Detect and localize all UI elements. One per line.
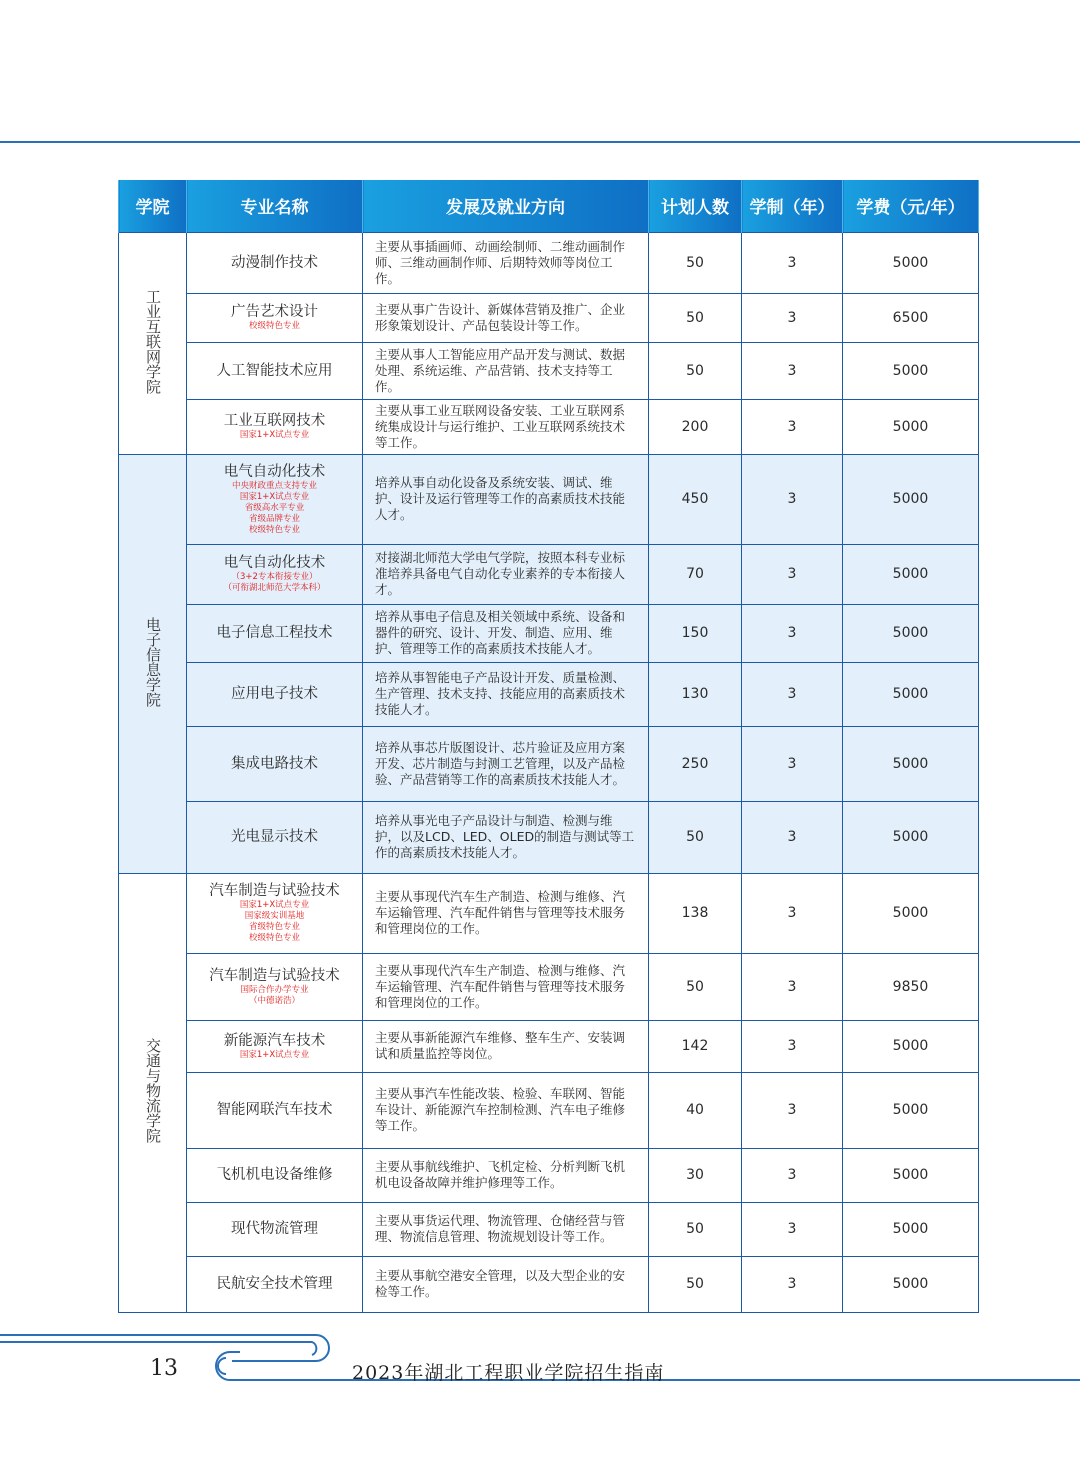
fee-cell: 5000	[843, 232, 979, 293]
top-divider-line	[0, 141, 1080, 143]
plan-cell: 30	[649, 1148, 742, 1202]
plan-cell: 130	[649, 662, 742, 726]
fee-cell: 5000	[843, 726, 979, 801]
table-row	[119, 953, 979, 1020]
plan-cell: 50	[649, 293, 742, 342]
direction-cell: 主要从事插画师、动画绘制师、二维动画制作师、三维动画制作师、后期特效师等岗位工作。	[363, 232, 649, 293]
major-tag: 国家1+X试点专业	[239, 1049, 310, 1060]
major-name: 工业互联网技术	[223, 413, 326, 430]
direction-cell: 主要从事航线维护、飞机定检、分析判断飞机机电设备故障并维护修理等工作。	[363, 1148, 649, 1202]
major-name: 电气自动化技术	[223, 463, 326, 480]
major-tag: 省级特色专业	[248, 922, 300, 933]
table-row	[119, 1148, 979, 1202]
table-row	[119, 544, 979, 604]
direction-cell: 主要从事航空港安全管理，以及大型企业的安检等工作。	[363, 1256, 649, 1312]
major-tag: 国家1+X试点专业	[239, 900, 310, 911]
major-cell	[187, 1020, 363, 1072]
direction-cell: 培养从事自动化设备及系统安装、调试、维护、设计及运行管理等工作的高素质技术技能人才。	[363, 454, 649, 544]
fee-cell: 9850	[843, 953, 979, 1020]
table-row	[119, 1256, 979, 1312]
direction-cell: 对接湖北师范大学电气学院，按照本科专业标准培养具备电气自动化专业素养的专本衔接人才。	[363, 544, 649, 604]
table-row	[119, 604, 979, 662]
major-name: 汽车制造与试验技术	[209, 883, 340, 900]
plan-cell: 250	[649, 726, 742, 801]
plan-cell: 50	[649, 1202, 742, 1256]
college-name: 工业互联网学院	[144, 288, 162, 394]
fee-cell: 5000	[843, 662, 979, 726]
fee-cell: 5000	[843, 1202, 979, 1256]
college-group-electronic-info	[119, 454, 979, 873]
college-cell	[119, 873, 187, 1312]
direction-cell: 主要从事人工智能应用产品开发与测试、数据处理、系统运维、产品营销、技术支持等工作。	[363, 342, 649, 399]
fee-cell: 5000	[843, 1148, 979, 1202]
table-row	[119, 1020, 979, 1072]
fee-cell: 5000	[843, 801, 979, 873]
direction-cell: 主要从事新能源汽车维修、整车生产、安装调试和质量监控等岗位。	[363, 1020, 649, 1072]
plan-cell: 142	[649, 1020, 742, 1072]
major-name: 光电显示技术	[231, 829, 318, 846]
major-tag: 中央财政重点支持专业	[231, 480, 317, 491]
major-tag: （3+2专本衔接专业）	[231, 572, 318, 583]
table-header-row	[119, 180, 979, 232]
years-cell: 3	[742, 1202, 843, 1256]
direction-cell: 主要从事现代汽车生产制造、检测与维修、汽车运输管理、汽车配件销售与管理等技术服务和管理岗位的工作。	[363, 873, 649, 953]
years-cell: 3	[742, 953, 843, 1020]
table-row	[119, 873, 979, 953]
direction-cell: 主要从事现代汽车生产制造、检测与维修、汽车运输管理、汽车配件销售与管理等技术服务和管理岗位的工作。	[363, 953, 649, 1020]
major-cell	[187, 342, 363, 399]
fee-cell: 5000	[843, 342, 979, 399]
major-cell	[187, 399, 363, 454]
direction-cell: 主要从事广告设计、新媒体营销及推广、企业形象策划设计、产品包装设计等工作。	[363, 293, 649, 342]
major-cell	[187, 604, 363, 662]
college-name: 交通与物流学院	[144, 1038, 162, 1144]
major-cell	[187, 1072, 363, 1148]
plan-cell: 50	[649, 801, 742, 873]
table-row	[119, 726, 979, 801]
major-tag: 校级特色专业	[248, 933, 300, 944]
years-cell: 3	[742, 604, 843, 662]
major-name: 现代物流管理	[231, 1221, 318, 1238]
major-tag: 国家1+X试点专业	[239, 430, 310, 441]
direction-cell: 培养从事电子信息及相关领域中系统、设备和器件的研究、设计、开发、制造、应用、维护、管理等工作的高素质技术技能人才。	[363, 604, 649, 662]
major-cell	[187, 544, 363, 604]
years-cell: 3	[742, 1256, 843, 1312]
enrollment-table	[118, 180, 979, 1313]
table-row	[119, 1072, 979, 1148]
table-row	[119, 662, 979, 726]
plan-cell: 50	[649, 342, 742, 399]
direction-cell: 主要从事货运代理、物流管理、仓储经营与管理、物流信息管理、物流规划设计等工作。	[363, 1202, 649, 1256]
table-row	[119, 801, 979, 873]
college-group-transport-logistics	[119, 873, 979, 1312]
years-cell: 3	[742, 342, 843, 399]
major-name: 飞机机电设备维修	[216, 1167, 333, 1184]
college-cell	[119, 232, 187, 454]
header-plan: 计划人数	[649, 180, 742, 232]
years-cell: 3	[742, 454, 843, 544]
major-name: 电子信息工程技术	[216, 625, 333, 642]
major-tag: 国家1+X试点专业	[239, 491, 310, 502]
fee-cell: 6500	[843, 293, 979, 342]
header-direction: 发展及就业方向	[363, 180, 649, 232]
major-cell	[187, 662, 363, 726]
years-cell: 3	[742, 1148, 843, 1202]
major-cell	[187, 293, 363, 342]
major-cell	[187, 873, 363, 953]
major-tag: 省级品牌专业	[248, 513, 300, 524]
direction-cell: 主要从事汽车性能改装、检验、车联网、智能车设计、新能源汽车控制检测、汽车电子维修等工作。	[363, 1072, 649, 1148]
major-cell	[187, 454, 363, 544]
major-tag: 校级特色专业	[248, 321, 300, 332]
fee-cell: 5000	[843, 544, 979, 604]
major-name: 电气自动化技术	[223, 555, 326, 572]
major-name: 动漫制作技术	[231, 254, 318, 271]
table-row	[119, 454, 979, 544]
direction-cell: 主要从事工业互联网设备安装、工业互联网系统集成设计与运行维护、工业互联网系统技术等工作。	[363, 399, 649, 454]
header-years: 学制（年）	[742, 180, 843, 232]
fee-cell: 5000	[843, 604, 979, 662]
plan-cell: 70	[649, 544, 742, 604]
major-cell	[187, 1256, 363, 1312]
page-number: 13	[150, 1356, 178, 1381]
major-cell	[187, 801, 363, 873]
years-cell: 3	[742, 544, 843, 604]
college-group-industrial-internet	[119, 232, 979, 454]
table-row	[119, 1202, 979, 1256]
major-name: 集成电路技术	[231, 755, 318, 772]
fee-cell: 5000	[843, 1020, 979, 1072]
years-cell: 3	[742, 399, 843, 454]
header-major: 专业名称	[187, 180, 363, 232]
major-cell	[187, 232, 363, 293]
major-cell	[187, 726, 363, 801]
major-cell	[187, 1202, 363, 1256]
major-tag: 国际合作办学专业	[240, 984, 309, 995]
plan-cell: 50	[649, 953, 742, 1020]
major-cell	[187, 953, 363, 1020]
plan-cell: 50	[649, 232, 742, 293]
fee-cell: 5000	[843, 399, 979, 454]
years-cell: 3	[742, 662, 843, 726]
direction-cell: 培养从事智能电子产品设计开发、质量检测、生产管理、技术支持、技能应用的高素质技术技能人才。	[363, 662, 649, 726]
fee-cell: 5000	[843, 1072, 979, 1148]
major-tag: （可衔湖北师范大学本科）	[223, 583, 326, 594]
years-cell: 3	[742, 873, 843, 953]
major-tag: （中德诺浩）	[248, 995, 300, 1006]
table-row	[119, 232, 979, 293]
years-cell: 3	[742, 293, 843, 342]
major-name: 新能源汽车技术	[223, 1032, 326, 1049]
major-name: 人工智能技术应用	[216, 362, 333, 379]
plan-cell: 200	[649, 399, 742, 454]
plan-cell: 450	[649, 454, 742, 544]
header-fee: 学费（元/年）	[843, 180, 979, 232]
major-cell	[187, 1148, 363, 1202]
years-cell: 3	[742, 1072, 843, 1148]
table-row	[119, 342, 979, 399]
direction-cell: 培养从事光电子产品设计与制造、检测与维护，以及LCD、LED、OLED的制造与测试等工作的高素质技术技能人才。	[363, 801, 649, 873]
major-name: 民航安全技术管理	[216, 1276, 333, 1293]
major-name: 智能网联汽车技术	[216, 1102, 333, 1119]
years-cell: 3	[742, 232, 843, 293]
years-cell: 3	[742, 1020, 843, 1072]
header-college: 学院	[119, 180, 187, 232]
plan-cell: 40	[649, 1072, 742, 1148]
major-tag: 国家级实训基地	[244, 911, 305, 922]
fee-cell: 5000	[843, 873, 979, 953]
years-cell: 3	[742, 801, 843, 873]
footer-title: 2023年湖北工程职业学院招生指南	[352, 1362, 665, 1384]
major-tag: 校级特色专业	[248, 524, 300, 535]
plan-cell: 150	[649, 604, 742, 662]
plan-cell: 138	[649, 873, 742, 953]
college-name: 电子信息学院	[144, 616, 162, 707]
direction-cell: 培养从事芯片版图设计、芯片验证及应用方案开发、芯片制造与封测工艺管理，以及产品检验、产品营销等工作的高素质技术技能人才。	[363, 726, 649, 801]
major-name: 汽车制造与试验技术	[209, 967, 340, 984]
table-row	[119, 399, 979, 454]
college-cell	[119, 454, 187, 873]
plan-cell: 50	[649, 1256, 742, 1312]
major-name: 广告艺术设计	[231, 304, 318, 321]
major-name: 应用电子技术	[231, 686, 318, 703]
years-cell: 3	[742, 726, 843, 801]
major-tag: 省级高水平专业	[244, 502, 305, 513]
table-row	[119, 293, 979, 342]
fee-cell: 5000	[843, 1256, 979, 1312]
fee-cell: 5000	[843, 454, 979, 544]
